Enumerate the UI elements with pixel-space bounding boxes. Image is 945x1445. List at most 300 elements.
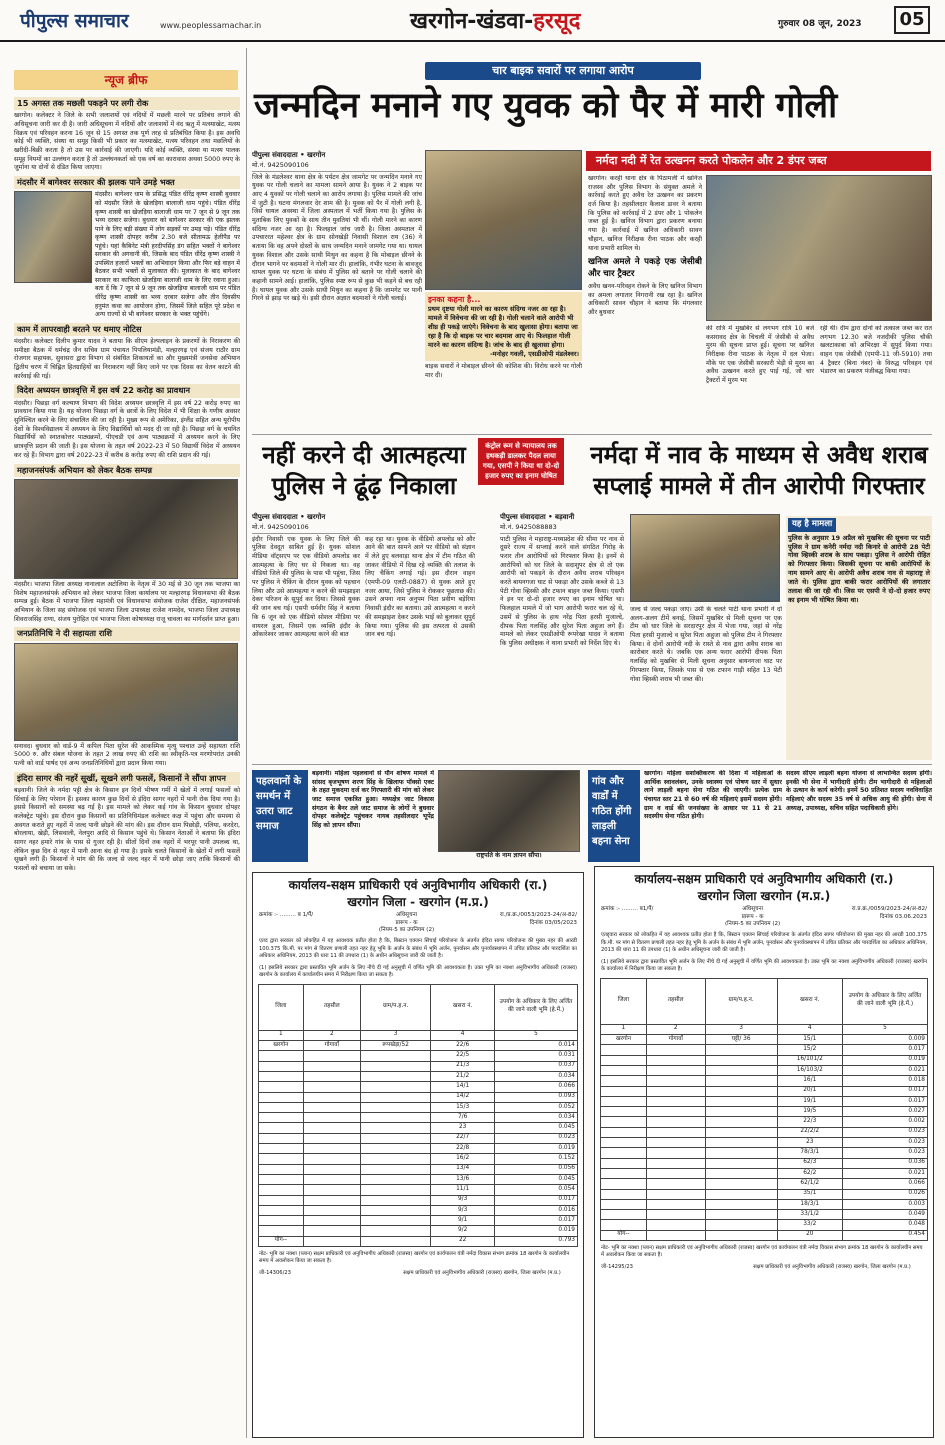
cell-area: 0.045 bbox=[495, 1123, 578, 1133]
table-row bbox=[601, 1210, 928, 1220]
cell-village bbox=[705, 1086, 777, 1096]
cell-district bbox=[259, 1174, 304, 1184]
cell-area: 0.019 bbox=[495, 1226, 578, 1236]
notice-left-body-2: (1) इसलिये सरकार द्वारा प्रस्तावित भूमि अर्जन के लिए नीचे दी गई अनुसूची में वर्णित भूमि की आवश्यकता है। उक्त भूमि का नक्शा अनुविभागीय अधिकारी (राजस्व) खरगोन के कार्यालय में कार्यालयीन समय में निरीक्षण किया जा सकता है। bbox=[259, 964, 577, 979]
notice-left-case: रा./प्र.क्र./0053/2023-24/अ-82/ दिनांक 03/05/2023 bbox=[500, 912, 577, 926]
table-number-row bbox=[601, 1024, 928, 1034]
liquor-byline-mobile: मो.नं. 9425088883 bbox=[500, 522, 557, 531]
cell-district bbox=[259, 1123, 304, 1133]
protest-photo bbox=[438, 770, 580, 852]
notice-right-form: अधिसूचना प्रारूप - क (नियम-5 का उपनियम (2) bbox=[724, 906, 781, 928]
accused-photo bbox=[630, 514, 780, 602]
brief-title-2: मंदसौर में बागेश्वर सरकार की झलक पाने उमड़े भक्त bbox=[14, 176, 240, 189]
meeting-photo bbox=[14, 479, 238, 579]
cell-tehsil bbox=[646, 1199, 705, 1209]
cell-area: 0.027 bbox=[842, 1107, 927, 1117]
liquor-body-1: पाटी पुलिस ने महाराष्ट्र-मध्यप्रदेश की सीमा पर नाव से दूसरे राज्य में सप्लाई करने वाले संगठित गिरोह के फरार तीन आरोपियों को गिरफ्तार किया है। इनमें से आरोपियों को घर जिले के सदाशुपर क्षेत्र से तो एक आरोपी को पकड़ने के दौरान अवैध शराब परिवहन करते बायनगजा घाट से पकड़ा और उसके कब्जे से 13 पेटी गोवा व्हिस्की और टफान बाहन जब्त किया। एसपी ने इन पर दो-दो हजार रुपए का इनाम घोषित था। फिलहाल मामले में जो भाग आरोपी फरार चल रहे थे, उसमें से पुलिस के हाथ नरेंद्र पिता हरसी मुजाल्दे, दीपक पिता गलसिंह और सुरेश पिता अहुजा लगे हैं। मामले को लेकर एसडीओपी रूपरेखा यादव ने बताया कि पुलिस अधीक्षक ने थाना प्रभारी को निर्देश दिए थे। bbox=[500, 535, 624, 647]
col-num: 1 bbox=[601, 1024, 647, 1034]
lead-quote-title: इनका कहना है... bbox=[428, 295, 481, 304]
table-number-row bbox=[259, 1030, 578, 1040]
table-header-row bbox=[259, 984, 578, 1030]
notice-right-ref-no: क्रमांक :- ......... ब1/पैं/ bbox=[601, 906, 654, 912]
section-divider bbox=[252, 434, 932, 435]
cell-khasra: 19/1 bbox=[777, 1096, 842, 1106]
table-row bbox=[601, 1127, 928, 1137]
cell-district bbox=[601, 1127, 647, 1137]
cell-khasra: 78/3/1 bbox=[777, 1148, 842, 1158]
cell-tehsil bbox=[303, 1164, 360, 1174]
table-row bbox=[259, 1185, 578, 1195]
cell-tehsil bbox=[303, 1216, 360, 1226]
cell-khasra: 15/2 bbox=[777, 1045, 842, 1055]
cell-village bbox=[705, 1138, 777, 1148]
cell-tehsil bbox=[303, 1144, 360, 1154]
table-row bbox=[601, 1086, 928, 1096]
cell-village bbox=[361, 1051, 431, 1061]
table-row bbox=[259, 1144, 578, 1154]
notice-left-form: अधिसूचना प्रारूप - क (नियम-5 का उपनियम (2) bbox=[378, 912, 435, 934]
cell-village bbox=[705, 1055, 777, 1065]
cell-district bbox=[259, 1154, 304, 1164]
cell-district bbox=[601, 1107, 647, 1117]
brief-body-7: बड़वानी। जिले के नर्मदा पट्टी क्षेत्र के किसान इन दिनों भीषण गर्मी में खेतों में लगाई फसलों को सिंचाई के लिए परेशान हैं। इसका कारण कुछ दिनों से इंदिरा सागर नहरों में पानी रोक दिया गया है। इससे किसानों को समस्या बढ़ गई है। इस मामले को लेकर कई गांव के किसान बुधवार दोपहर कलेक्ट्रेट पहुंचे। इस दौरान कुछ किसानों का प्रतिनिधिमंडल कलेक्टर कक्ष में पहुंचा और समस्या से अवगत कराते हुए नहरों में जल्द पानी छोड़ने की मांग की। इस दौरान ग्राम पिछोड़ी, पलिया, करदेरा, बोरलाया, खेड़ी, लिसवाली, नेलपुरा आदि से किसान पहुंचे थे। किसान नेताओं ने बताया कि इंदिरा सागर नहर हमारे गांव के पास से गुजर रही है। सीतों दिनों तक नहरों में भरपूर पानी उपलब्ध था, लेकिन कुछ दिन से नहर में पानी आना बंद हो गया है। इसके चलते किसानों के खेतों में लगी फसलें सूखने लगी हैं। किसानों ने मांग की कि जल्द से जल्द नहर में पानी छोड़ा जाए ताकि किसानों की फसलों को बचाया जा सके। bbox=[14, 786, 240, 873]
cell-district bbox=[601, 1220, 647, 1230]
suicide-body-2: कह रहा था। युवक के वीडियो अपलोड को और आने की बात सामने आने पर वीडियो को संज्ञान में लेते हुए बलवाड़ा थाना क्षेत्र में टीम गठित की जाकर वीडियो में दिख रहे व्यक्ति की तलाश के लिए चैकिंग लगाई गई। इस दौरान वाहन (एमपी-09 एलटी-0887) से युवक आते हुए नजर आया, जिसे पुलिस ने रोककर पूछताछ की। उसने अपना नाम अनुपम पिता प्रवीण बड़ेरिया निवासी इंदौर का बताया। उसे आत्महत्या न करने की समझाइश देकर उसके भाई को बुलाकर सुपुर्द किया गया। पुलिस की इस तत्परता से उसकी जान बच गई। bbox=[365, 535, 475, 639]
newspaper-logo: पीपुल्स समाचार bbox=[20, 10, 129, 32]
cell-area: 0.017 bbox=[842, 1045, 927, 1055]
liquor-body-2: जल्द से जल्द पकड़ा जाए। उसी के चलते पाटी थाना प्रभारी ने दो अलग-अलग टीमें बनाई, जिसमें मुखबिर से मिली सूचना पर एक टीम को धार जिले के सरदारपुर क्षेत्र में भेजा गया, जहां से नरेंद्र पिता हरसी मुजाल्दे व सुरेश पिता अहुजा को पुलिस टीम ने गिरफ्तार किया। वे दोनों आरोपी नदी के रास्ते से नाव द्वारा अवैध शराब का कारोबार करते थे। जबकि एक अन्य फरार आरोपी दीपक पिता गलसिंह को मुखबिर से मिली सूचना अनुसार बायनगजा घाट पर गिरफ्तार किया, जिसके पास से एक टफान गाड़ी सहित 13 पेटी गोवा व्हिस्की शराब भी जब्त की। bbox=[630, 606, 782, 683]
notice-right bbox=[594, 866, 934, 1438]
cell-district bbox=[601, 1168, 647, 1178]
cell-village bbox=[361, 1216, 431, 1226]
table-row bbox=[259, 1205, 578, 1215]
cell-khasra: 62/3 bbox=[777, 1158, 842, 1168]
cell-khasra: 33/1/2 bbox=[777, 1210, 842, 1220]
cell-khasra: 19/5 bbox=[777, 1107, 842, 1117]
cell-khasra: 21/2 bbox=[431, 1072, 495, 1082]
table-row bbox=[259, 1174, 578, 1184]
table-row bbox=[601, 1189, 928, 1199]
cell-khasra: 16/103/2 bbox=[777, 1066, 842, 1076]
table-row bbox=[259, 1051, 578, 1061]
cell-khasra: 15/1 bbox=[777, 1035, 842, 1045]
notice-left-title-1: कार्यालय-सक्षम प्राधिकारी एवं अनुविभागीय अधिकारी (रा.) bbox=[288, 878, 548, 892]
cell-area: 0.018 bbox=[842, 1076, 927, 1086]
table-row bbox=[259, 1133, 578, 1143]
brief-body-3: मंदसौर। कलेक्टर दिलीप कुमार यादव ने बताया कि सीएम हेल्पलाइन के प्रकरणों के निराकरण की समीक्षा बैठक में धर्मचंद्र जैन सचिव ग्राम पंचायत पिपलियामंडी, मल्हारगढ़ एवं संजय राठौर ग्राम रोजगार सहायक, सुवासरा द्वारा विभाग से संबंधित शिकायतों का और मुख्यमंत्री जनसेवा अभियान द्वितीय चरण में चिह्नित हितग्राहियों का निराकरण नहीं किए जाने पर एक दिवस का वेतन काटने की कार्रवाई की गई। bbox=[14, 337, 240, 380]
notice-right-body-2: (1) इसलिये सरकार द्वारा प्रस्तावित भूमि अर्जन के लिए नीचे दी गई अनुसूची में वर्णित भूमि की आवश्यकता है। उक्त भूमि का नक्शा अनुविभागीय अधिकारी (राजस्व) खरगोन के कार्यालय में निरीक्षण किया जा सकता है। bbox=[601, 958, 927, 973]
notice-right-table bbox=[600, 978, 928, 1241]
cell-tehsil bbox=[303, 1133, 360, 1143]
cell-village bbox=[705, 1117, 777, 1127]
notice-right-foot: नोट- भूमि का नक्शा (प्लान) सक्षम प्राधिकारी एवं अनुविभागीय अधिकारी (राजस्व) खरगोन एवं कार्यपालन यंत्री नर्मदा विकास संभाग क्रमांक 18 खरगोन के कार्यालयीन समय में अवलोकन किया जा सकता है। bbox=[601, 1245, 923, 1259]
section-city-harsud: हरसूद bbox=[533, 9, 581, 34]
lead-quote-body: प्रथम दृष्टया गोली मारने का कारण संदिग्ध नजर आ रहा है। मामले में विवेचना की जा रही है। गोली चलाने वाले आरोपी भी शीघ्र ही पकड़े जाएंगे। विवेचना के बाद खुलासा होगा। बताया जा रहा है कि दो बाइक पर चार बदमाश आए थे। फिलहाल गोली मारने का कारण संदिग्ध है। जांच के बाद ही खुलासा होगा। bbox=[428, 305, 578, 349]
pokelane-photo bbox=[706, 175, 932, 321]
cell-village bbox=[705, 1220, 777, 1230]
col-area: उपयोग के अधिकार के लिए अर्जित की जाने वाली भूमि (हे.में.) bbox=[495, 984, 578, 1030]
cell-area: 0.023 bbox=[495, 1133, 578, 1143]
table-row bbox=[601, 1117, 928, 1127]
cell-village bbox=[361, 1123, 431, 1133]
cell-district bbox=[259, 1061, 304, 1071]
total-label: योग-- bbox=[259, 1236, 304, 1246]
cell-tehsil bbox=[646, 1066, 705, 1076]
lead-kicker: चार बाइक सवारों पर लगाया आरोप bbox=[425, 62, 701, 80]
cell-village: घट्टी/ 36 bbox=[705, 1035, 777, 1045]
col-num: 2 bbox=[646, 1024, 705, 1034]
brief-title-5: महाजनसंपर्क अभियान को लेकर बैठक सम्पन्न bbox=[14, 464, 240, 477]
col-num: 4 bbox=[431, 1030, 495, 1040]
col-village: ग्राम/प.ह.न. bbox=[361, 984, 431, 1030]
col-num: 1 bbox=[259, 1030, 304, 1040]
cell-district bbox=[259, 1205, 304, 1215]
col-num: 3 bbox=[361, 1030, 431, 1040]
notice-right-code: जी-14295/23 bbox=[601, 1263, 633, 1270]
cell-village bbox=[705, 1076, 777, 1086]
cell-area: 0.017 bbox=[842, 1096, 927, 1106]
liquor-box-title: यह है मामला bbox=[788, 518, 836, 532]
cell-village bbox=[705, 1158, 777, 1168]
col-num: 4 bbox=[777, 1024, 842, 1034]
cell-khasra: 62/1/2 bbox=[777, 1179, 842, 1189]
cell-tehsil bbox=[303, 1185, 360, 1195]
cell-village bbox=[361, 1082, 431, 1092]
col-khasra: खसरा नं. bbox=[777, 978, 842, 1024]
cell-tehsil bbox=[303, 1102, 360, 1112]
cell-khasra: 11/1 bbox=[431, 1185, 495, 1195]
news-brief-column bbox=[14, 94, 240, 1432]
table-row bbox=[259, 1113, 578, 1123]
table-total-row bbox=[601, 1230, 928, 1240]
suicide-byline-mobile: मो.नं. 9425090106 bbox=[252, 522, 309, 531]
table-row bbox=[601, 1220, 928, 1230]
lead-byline bbox=[252, 150, 422, 172]
col-khasra: खसरा नं. bbox=[431, 984, 495, 1030]
cell-area: 0.052 bbox=[495, 1102, 578, 1112]
section-cities: खरगोन-खंडवा- bbox=[410, 9, 534, 34]
column-divider bbox=[246, 48, 247, 1438]
cell-village bbox=[361, 1205, 431, 1215]
cell-area: 0.021 bbox=[842, 1168, 927, 1178]
table-row bbox=[601, 1096, 928, 1106]
cell-tehsil bbox=[646, 1086, 705, 1096]
cell-khasra: 14/2 bbox=[431, 1092, 495, 1102]
table-row bbox=[259, 1216, 578, 1226]
suicide-columns bbox=[252, 536, 476, 640]
cell-village bbox=[705, 1168, 777, 1178]
cell-khasra: 7/6 bbox=[431, 1113, 495, 1123]
cell-district bbox=[601, 1066, 647, 1076]
cell-area: 0.056 bbox=[495, 1164, 578, 1174]
table-row bbox=[601, 1158, 928, 1168]
col-num: 5 bbox=[495, 1030, 578, 1040]
table-header-row bbox=[601, 978, 928, 1024]
cell-district bbox=[259, 1185, 304, 1195]
cell-khasra: 15/3 bbox=[431, 1102, 495, 1112]
notice-right-title-2: खरगोन जिला खरगोन (म.प्र.) bbox=[697, 889, 831, 903]
cell-tehsil bbox=[646, 1168, 705, 1178]
cell-village bbox=[361, 1061, 431, 1071]
cell-area: 0.152 bbox=[495, 1154, 578, 1164]
table-row bbox=[259, 1102, 578, 1112]
cell-district bbox=[601, 1210, 647, 1220]
cell-village bbox=[361, 1133, 431, 1143]
cell-area: 0.034 bbox=[495, 1072, 578, 1082]
cell-district bbox=[259, 1164, 304, 1174]
notice-right-ref bbox=[595, 905, 933, 930]
cell-district bbox=[601, 1076, 647, 1086]
brief-title-3: काम में लापरवाही बरतने पर थमाए नोटिस bbox=[14, 323, 240, 336]
cell-tehsil bbox=[303, 1092, 360, 1102]
table-row bbox=[259, 1123, 578, 1133]
cell-khasra: 22/2/2 bbox=[777, 1127, 842, 1137]
cell-khasra: 35/1 bbox=[777, 1189, 842, 1199]
notice-right-authority: सक्षम प्राधिकारी एवं अनुविभागीय अधिकारी (राजस्व) खरगोन, जिला खरगोन (म.प्र.) bbox=[753, 1263, 911, 1270]
notice-left-rows bbox=[259, 1041, 578, 1247]
brief-title-6: जनप्रतिनिधि ने दी सहायता राशि bbox=[14, 627, 240, 640]
cell-village bbox=[705, 1127, 777, 1137]
cell-khasra: 23 bbox=[777, 1138, 842, 1148]
notice-left-signature bbox=[253, 1268, 583, 1279]
total-count: 22 bbox=[431, 1236, 495, 1246]
cell-khasra: 16/101/2 bbox=[777, 1055, 842, 1065]
brief-title-4: विदेश अध्ययन छात्रवृत्ति में इस वर्ष 22 करोड़ का प्रावधान bbox=[14, 384, 240, 397]
cell-village bbox=[705, 1189, 777, 1199]
protest-body: बड़वानी। महिला पहलवानों से यौन शोषण मामले में सांसद बृजभूषण शरण सिंह के खिलाफ पॉक्सो एक्ट के तहत मुकदमा दर्ज कर गिरफ्तारी की मांग को लेकर जाट समाज एकत्रित हुआ। मध्यक्षेत्र जाट विकास संगठन के बैनर तले जाट समाज के लोगों ने बुधवार दोपहर कलेक्ट्रेट पहुंचकर नायब तहसीलदार भूपेंद्र सिंह को ज्ञापन सौंपा। bbox=[312, 770, 434, 830]
notice-left-table bbox=[258, 984, 578, 1247]
total-empty bbox=[705, 1230, 777, 1240]
cell-khasra: 20/1 bbox=[777, 1086, 842, 1096]
suicide-story bbox=[252, 512, 476, 760]
col-tehsil: तहसील bbox=[303, 984, 360, 1030]
cell-tehsil bbox=[646, 1179, 705, 1189]
section-divider-2 bbox=[252, 764, 932, 765]
cell-tehsil bbox=[303, 1082, 360, 1092]
sand-body: खरगोन। करही थाना क्षेत्र के पिठामली में खनिज राजस्व और पुलिस विभाग के संयुक्त अमले ने कार्रवाई करते हुए अवैध रेत उत्खनन का प्रकरण दर्ज किया है। तहसीलदार कैलाश डावर ने बताया कि पुलिस को कार्रवाई में 2 डंपर और 1 पोकलेन जब्त हुई है। खनिज विभाग द्वारा प्रकरण बनाया गया है। कार्रवाई में खनिज अधिकारी सावन चौहान, खनिज निरीक्षक रीना पाठक और करही थाना प्रभारी शामिल थे। bbox=[588, 175, 702, 252]
notice-left-title-2: खरगोन जिला - खरगोन (म.प्र.) bbox=[347, 895, 489, 909]
cell-khasra: 62/2 bbox=[777, 1168, 842, 1178]
total-value: 0.454 bbox=[842, 1230, 927, 1240]
brief-body-6: सनावद। बुधवार को वार्ड-9 में कपिल पिता सुरेश की आकस्मिक मृत्यु पश्चात उन्हें सहायता राशि 5000 रु. और संबल योजना के तहत 2 लाख रुपए की राशि का स्वीकृति-पत्र मरणोपरांत उनकी पत्नी को वार्ड पार्षद एवं अन्य जनप्रतिनिधियों द्वारा प्रदान किया गया। bbox=[14, 742, 240, 767]
notice-right-body: एतद्द्वारा सरकार को लोकहित में यह आवश्यक प्रतीत होता है कि, बिस्टान एक्जन सिंचाई परियोजना के अंतर्गत इंदिरा सागर परियोजना की मुख्य नहर की आरडी 100.375 कि.मी. पर मांग से वितरण प्रणाली तहत नहर हेतु भूमि के अर्जन के संबंध में भूमि अर्जन, पुनर्वासन और पुनर्व्यवस्थापन में उचित प्रतिकर और पारदर्शिता का अधिकार अधिनियम, 2013 की धारा 11 की उपधारा (1) के अधीन अधिसूचना जारी की जाती है। bbox=[601, 932, 927, 954]
cell-tehsil bbox=[646, 1138, 705, 1148]
cell-khasra: 14/1 bbox=[431, 1082, 495, 1092]
cell-khasra: 22/3 bbox=[777, 1117, 842, 1127]
table-row bbox=[601, 1066, 928, 1076]
cell-tehsil bbox=[646, 1076, 705, 1086]
cell-khasra: 18/3/1 bbox=[777, 1199, 842, 1209]
cell-area: 0.023 bbox=[842, 1138, 927, 1148]
cell-khasra: 22/6 bbox=[431, 1041, 495, 1051]
brief-2-block bbox=[14, 191, 240, 319]
cell-khasra: 13/4 bbox=[431, 1164, 495, 1174]
cell-village bbox=[361, 1226, 431, 1236]
cell-area: 0.019 bbox=[495, 1144, 578, 1154]
col-area: उपयोग के अधिकार के लिए अर्जित की जाने वाली भूमि (हे.में.) bbox=[842, 978, 927, 1024]
notice-left bbox=[252, 872, 584, 1438]
cell-village bbox=[705, 1199, 777, 1209]
cell-khasra: 13/6 bbox=[431, 1174, 495, 1184]
cell-district: खरगोन bbox=[259, 1041, 304, 1051]
cell-area: 0.036 bbox=[842, 1158, 927, 1168]
table-row bbox=[259, 1195, 578, 1205]
cell-village bbox=[705, 1107, 777, 1117]
cell-tehsil bbox=[646, 1117, 705, 1127]
brief-title-1: 15 अगस्त तक मछली पकड़ने पर लगी रोक bbox=[14, 97, 240, 110]
liquor-headline: नर्मदा में नाव के माध्यम से अवैध शराब सप्लाई मामले में तीन आरोपी गिरफ्तार bbox=[590, 441, 928, 500]
notice-right-rows bbox=[601, 1035, 928, 1241]
cell-area: 0.003 bbox=[842, 1199, 927, 1209]
brief-body-4: मंदसौर। पिछड़ा वर्ग कल्याण विभाग की विदेश अध्ययन छात्रवृत्ति में इस वर्ष 22 करोड़ रुपए का प्रावधान किया गया है। यह योजना पिछड़ा वर्ग के छात्रों के लिए विदेश में भी शिक्षा के गणीय अवसर सुनिश्चित करने के लिए संचालित की जा रही है। मुख्य रूप से अमेरिका, इंग्लैंड सहित अन्य यूरोपीय देशों के विश्वविद्यालय में अध्ययन के लिए विद्यार्थियों को मदद दी जा रही है। पिछड़ा वर्ग के चयनित विद्यार्थियों को स्नातकोत्तर पाठ्यक्रमों, पीएचडी एवं अन्य पाठ्यक्रमों में अध्ययन करने के लिए छात्रवृत्ति प्रदान की जाती है। इस योजना के तहत वर्ष 2022-23 में 50 विद्यार्थी विदेश में अध्ययन कर रहे हैं। विभाग द्वारा वर्ष 2022-23 में करीब 8 करोड़ रुपए की राशि प्रदान की गई। bbox=[14, 399, 240, 459]
table-row bbox=[259, 1092, 578, 1102]
table-row bbox=[601, 1179, 928, 1189]
total-value: 0.793 bbox=[495, 1236, 578, 1246]
table-row bbox=[601, 1168, 928, 1178]
notice-left-code: जी-14306/23 bbox=[259, 1269, 291, 1276]
cell-khasra: 9/2 bbox=[431, 1226, 495, 1236]
cell-district bbox=[601, 1045, 647, 1055]
table-row bbox=[601, 1045, 928, 1055]
cell-tehsil bbox=[303, 1226, 360, 1236]
cell-district bbox=[259, 1102, 304, 1112]
lead-byline-mobile: मो.नं. 9425090106 bbox=[252, 160, 309, 169]
laadli-sidebox: गांव और वार्डों में गठित होंगी लाड़ली बहना सेना bbox=[588, 770, 640, 862]
notice-left-ref-no: क्रमांक :- ......... ब 1/पैं/ bbox=[259, 912, 314, 918]
cell-area: 0.037 bbox=[495, 1061, 578, 1071]
cell-village bbox=[361, 1144, 431, 1154]
issue-date: गुरुवार 08 जून, 2023 bbox=[778, 19, 862, 29]
table-row bbox=[601, 1199, 928, 1209]
cell-tehsil bbox=[646, 1210, 705, 1220]
cell-district bbox=[601, 1148, 647, 1158]
brief-body-5: मंदसौर। भाजपा जिला अध्यक्ष नानालाल अटोलिया के नेतृत्व में 30 मई से 30 जून तक भाजपा का विशेष महाजनसंपर्क अभियान को लेकर भाजपा जिला कार्यालय पर मल्हारगढ़ विधानसभा की बैठक सम्पन्न हुई। बैठक में भाजपा जिला महामंत्री एवं विधानसभा संयोजक राजेश दीक्षित, महाजनसंपर्क अभियान के जिला सह संयोजक एवं भाजपा जिला उपाध्यक्ष राजेश नामदेव, भाजपा जिला उपाध्यक्ष शिवराजसिंह राणा, संजय पुरोहित एवं भाजपा जिला कोषाध्यक्ष राजू चावला का मार्गदर्शन प्राप्त हुआ। bbox=[14, 580, 240, 623]
total-count: 20 bbox=[777, 1230, 842, 1240]
cell-tehsil bbox=[303, 1051, 360, 1061]
cell-district bbox=[259, 1092, 304, 1102]
cell-tehsil: गोगावाँ bbox=[303, 1041, 360, 1051]
cell-tehsil bbox=[646, 1055, 705, 1065]
cell-district bbox=[601, 1179, 647, 1189]
cell-area: 0.049 bbox=[842, 1210, 927, 1220]
notice-left-ref bbox=[253, 911, 583, 936]
assistance-photo bbox=[14, 643, 238, 741]
sand-col-1 bbox=[588, 175, 702, 430]
notice-left-body: एतद द्वारा सरकार को लोकहित में यह आवश्यक प्रतीत होता है कि, बिस्टान एक्जन सिंचाई परियोजना के अंतर्गत इंदिरा सागर परियोजना की मुख्य नहर की आरडी 100.375 कि.मी. पर मांग से वितरण प्रणाली तहत नहर हेतु भूमि के अर्जन के संबंध में भूमि अर्जन, पुनर्वासन और पुनर्व्यवस्थापन में उचित प्रतिकर और पारदर्शिता का अधिकार अधिनियम, 2013 की धारा 11 की उपधारा (1) के अधीन अधिसूचना जारी की जाती है। bbox=[259, 938, 577, 960]
col-district: जिला bbox=[259, 984, 304, 1030]
cell-district bbox=[259, 1144, 304, 1154]
lead-byline-name: पीपुल्स संवाददाता • खरगोन bbox=[252, 151, 326, 159]
lead-col-1 bbox=[252, 150, 422, 422]
brief-body-2: मंदसौर। बागेश्वर धाम के प्रसिद्ध पंडित धीरेंद्र कृष्ण शास्त्री बुधवार को मंदसौर जिले के खेजड़िया बालाजी धाम पहुंचे। पंडित धीरेंद्र कृष्ण शास्त्री का खेजड़िया बालाजी धाम पर 7 जून से 9 जून तक भव्य दरबार सजेगा। बुधवार को बागेश्वर सरकार की एक झलक पाने के लिए बड़ी संख्या में लोग सड़कों पर उमड़ पड़े। पंडित धीरेंद्र कृष्ण शास्त्री दोपहर करीब 2.30 बजे सीतामऊ हेलीपैड पर पहुंचे। यहां कैबिनेट मंत्री हरदीपसिंह डंग सहित भक्तों ने बागेश्वर सरकार की अगवानी की, जिसके बाद पंडित धीरेंद्र कृष्ण शास्त्री ने उपस्थित हजारों भक्तों का अभिवादन किया और फिर बड़े वाहन में बैठकर सभी भक्तों से मुलाकात की। मुलाकात के बाद बागेश्वर सरकार का काफिला खेजड़िया बालाजी धाम के लिए रवाना हुआ। बता दें कि 7 जून से 9 जून तक खेजड़िया बालाजी धाम पर पंडित धीरेंद्र कृष्ण शास्त्री का भव्य दरबार सजेगा और तीन दिवसीय हनुमंत कथा का आयोजन होगा, जिसमें जिले सहित पूरे प्रदेश व अन्य राज्यों से भी बागेश्वर सरकार के भक्त पहुंचेंगे। bbox=[95, 191, 240, 319]
cell-area: 0.014 bbox=[495, 1041, 578, 1051]
table-row bbox=[259, 1041, 578, 1051]
sand-headline: नर्मदा नदी में रेत उत्खनन करते पोकलेन और 2 डंपर जब्त bbox=[586, 151, 931, 171]
cell-tehsil bbox=[303, 1123, 360, 1133]
cell-area: 0.066 bbox=[495, 1082, 578, 1092]
cell-district bbox=[259, 1195, 304, 1205]
cell-district bbox=[601, 1158, 647, 1168]
lead-quote-box bbox=[425, 292, 582, 361]
cell-area: 0.016 bbox=[495, 1205, 578, 1215]
suicide-headline: नहीं करने दी आत्महत्या पुलिस ने ढूंढ़ निकाला bbox=[262, 441, 466, 500]
cell-village bbox=[361, 1164, 431, 1174]
cell-khasra: 22/8 bbox=[431, 1144, 495, 1154]
cell-tehsil bbox=[646, 1096, 705, 1106]
cell-village bbox=[361, 1072, 431, 1082]
table-row bbox=[601, 1055, 928, 1065]
cell-tehsil bbox=[646, 1158, 705, 1168]
cell-khasra: 9/3 bbox=[431, 1205, 495, 1215]
cell-area: 0.017 bbox=[495, 1216, 578, 1226]
cell-tehsil bbox=[303, 1205, 360, 1215]
table-row bbox=[259, 1061, 578, 1071]
cell-khasra: 9/3 bbox=[431, 1195, 495, 1205]
total-empty bbox=[646, 1230, 705, 1240]
liquor-box-body: पुलिस के अनुसार 19 अप्रैल को मुखबिर की सूचना पर पाटी पुलिस ने ग्राम कनेरी नर्मदा नदी किनारे से आरोपी 28 पेटी गोवा व्हिस्की शराब के साथ पकड़ा। पुलिस ने आरोपी रोहित को गिरफ्तार किया। जिसकी सूचना पर बाकी आरोपियों के नाम सामने आए थे। आरोपी अवैध शराब नाव से महाराष्ट्र ले जाते थे। पुलिस द्वारा बाकी फरार आरोपियों की लगातार तलाश की जा रही थी। जिस पर एसपी ने दो-दो हजार रुपए का इनाम भी घोषित किया था। bbox=[788, 533, 930, 604]
cell-area: 0.045 bbox=[495, 1174, 578, 1184]
injured-youth-photo bbox=[425, 150, 582, 290]
table-row bbox=[601, 1035, 928, 1045]
suicide-byline bbox=[252, 512, 476, 534]
total-label: योग-- bbox=[601, 1230, 647, 1240]
cell-tehsil bbox=[646, 1220, 705, 1230]
liquor-col-1 bbox=[500, 512, 624, 760]
cell-district bbox=[259, 1133, 304, 1143]
masthead bbox=[0, 0, 945, 42]
cell-village: रूपखेड़ा/52 bbox=[361, 1041, 431, 1051]
table-row bbox=[259, 1072, 578, 1082]
cell-tehsil bbox=[303, 1174, 360, 1184]
sand-col-2: की रात्रि में मुखबिर से लगभग रात्रि 10 बजे कसरावद क्षेत्र के चिचली में जेसीबी से अवैध मुरम की सूचना प्राप्त हुई। सूचना पर खनिज निरीक्षक रीना पाठक के नेतृत्व में दल भेजा। मौके पर एक जेसीबी सरकारी भेड़ी से मुरम का अवैध उत्खनन करते हुए पाई गई, जो चार ट्रैक्टरों में मुरम भर bbox=[706, 325, 814, 385]
sand-box-body: अवैध खनन-परिवहन रोकने के लिए खनिज विभाग का अमला लगातार निगरानी रख रहा है। खनिज अधिकारी सावन चौहान ने बताया कि मंगलवार और बुधवार bbox=[588, 282, 702, 316]
lead-quote-sign: -मनोहर गवली, एसडीओपी मंडलेश्वर। bbox=[489, 349, 579, 358]
cell-district bbox=[601, 1117, 647, 1127]
table-row bbox=[601, 1138, 928, 1148]
notice-right-case: रा.प्र.क्र./0059/2023-24/अ-82/ दिनांक 03.06.2023 bbox=[851, 906, 927, 920]
cell-area: 0.009 bbox=[842, 1035, 927, 1045]
cell-village bbox=[705, 1148, 777, 1158]
cell-village bbox=[361, 1195, 431, 1205]
cell-tehsil bbox=[646, 1045, 705, 1055]
table-row bbox=[601, 1076, 928, 1086]
cell-area: 0.021 bbox=[842, 1066, 927, 1076]
cell-village bbox=[361, 1174, 431, 1184]
cell-village bbox=[361, 1102, 431, 1112]
bageshwar-photo bbox=[14, 191, 92, 283]
notice-right-signature bbox=[595, 1262, 933, 1273]
cell-district bbox=[601, 1086, 647, 1096]
cell-tehsil bbox=[303, 1061, 360, 1071]
col-tehsil: तहसील bbox=[646, 978, 705, 1024]
cell-village bbox=[705, 1045, 777, 1055]
cell-district: खरगोन bbox=[601, 1035, 647, 1045]
cell-tehsil bbox=[646, 1148, 705, 1158]
table-row bbox=[259, 1082, 578, 1092]
cell-area: 0.002 bbox=[842, 1117, 927, 1127]
cell-district bbox=[601, 1189, 647, 1199]
notice-left-foot: नोट- भूमि का नक्शा (प्लान) सक्षम प्राधिकारी एवं अनुविभागीय अधिकारी (राजस्व) खरगोन एवं कार्यपालन यंत्री नर्मदा विकास संभाग क्रमांक 18 खरगोन के कार्यालयीन समय में अवलोकन किया जा सकता है। bbox=[259, 1251, 570, 1265]
cell-village bbox=[705, 1066, 777, 1076]
cell-village bbox=[361, 1154, 431, 1164]
protest-photo-block bbox=[438, 770, 580, 864]
lead-col-2 bbox=[425, 150, 582, 422]
total-empty bbox=[303, 1236, 360, 1246]
cell-tehsil bbox=[646, 1127, 705, 1137]
table-total-row bbox=[259, 1236, 578, 1246]
protest-caption: राष्ट्रपति के नाम ज्ञापन सौंपा। bbox=[476, 852, 542, 859]
cell-district bbox=[601, 1138, 647, 1148]
